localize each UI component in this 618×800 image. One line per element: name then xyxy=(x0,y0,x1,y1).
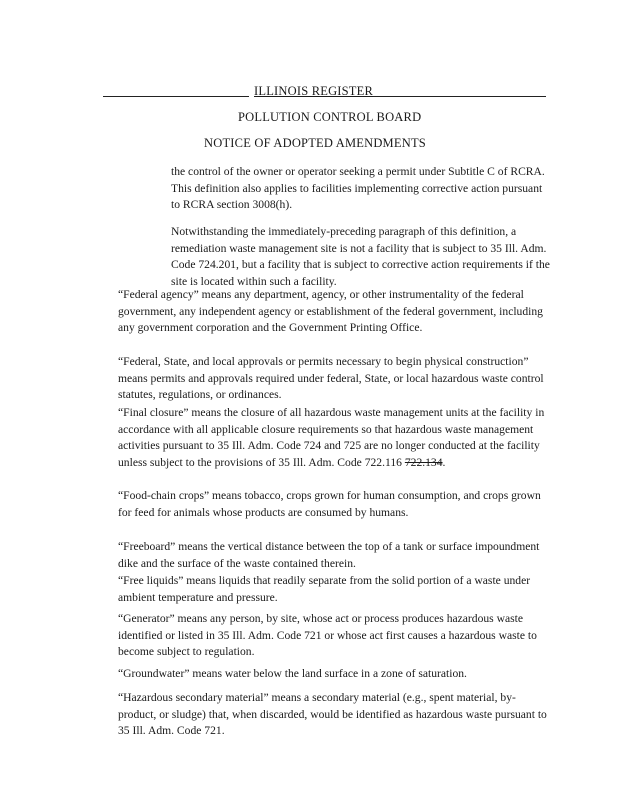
definition-food-chain-crops: “Food-chain crops” means tobacco, crops grown for human consumption, and crops grown for feed for animals whose products are consumed by humans. xyxy=(118,489,541,519)
facility-definition-continuation: the control of the owner or operator seeking a permit under Subtitle C of RCRA. This definition also applies to facilities implementing corrective action pursuant to RCRA section 3008(h). xyxy=(171,165,545,212)
definition-freeboard: “Freeboard” means the vertical distance between the top of a tank or surface impoundment dike and the surface of the waste contained therein. xyxy=(118,540,540,570)
remediation-site-paragraph: Notwithstanding the immediately-preceding paragraph of this definition, a remediation waste management site is not a facility that is subject to 35 Ill. Adm. Code 724.201, but a facility that is subject to corrective action requirements if the site is located within such a facility. xyxy=(171,225,550,288)
final-closure-text: “Final closure” means the closure of all hazardous waste management units at the facility in accordance with all applicable closure requirements so that hazardous waste management activities pursuant to 35 Ill. Adm. Code 724 and 725 are no longer conducted at the facility unless subject to the provisions of 35 Ill. Adm. Code xyxy=(118,406,545,469)
final-closure-period: . xyxy=(442,455,446,469)
definition-free-liquids: “Free liquids” means liquids that readily separate from the solid portion of a waste under ambient temperature and pressure. xyxy=(118,574,531,604)
definition-federal-agency: “Federal agency” means any department, agency, or other instrumentality of the federal government, any independent agency or establishment of the federal government, including any government corporation and the Government Printing Office. xyxy=(118,288,543,335)
notice-title: NOTICE OF ADOPTED AMENDMENTS xyxy=(204,136,426,150)
definition-final-closure xyxy=(118,405,554,471)
board-title: POLLUTION CONTROL BOARD xyxy=(238,110,422,124)
definition-generator: “Generator” means any person, by site, whose act or process produces hazardous waste identified or listed in 35 Ill. Adm. Code 721 or whose act first causes a hazardous waste to become subject to regulation. xyxy=(118,612,537,659)
definition-groundwater: “Groundwater” means water below the land surface in a zone of saturation. xyxy=(118,667,467,680)
new-section-reference: 722.116 xyxy=(364,455,402,469)
definition-hazardous-secondary-material: “Hazardous secondary material” means a secondary material (e.g., spent material, by-product, or sludge) that, when discarded, would be identified as hazardous waste pursuant to 35 Ill. Adm. Code 721. xyxy=(118,691,547,738)
header-rule-left xyxy=(103,96,249,97)
register-title: ILLINOIS REGISTER xyxy=(254,84,374,98)
definition-federal-state-local-approvals: “Federal, State, and local approvals or permits necessary to begin physical construction” means permits and approvals required under federal, State, or local hazardous waste control statutes, regulations, or ordinances. xyxy=(118,355,544,402)
header-rule-right xyxy=(364,96,546,97)
struck-section-reference: 722.134 xyxy=(404,455,443,469)
